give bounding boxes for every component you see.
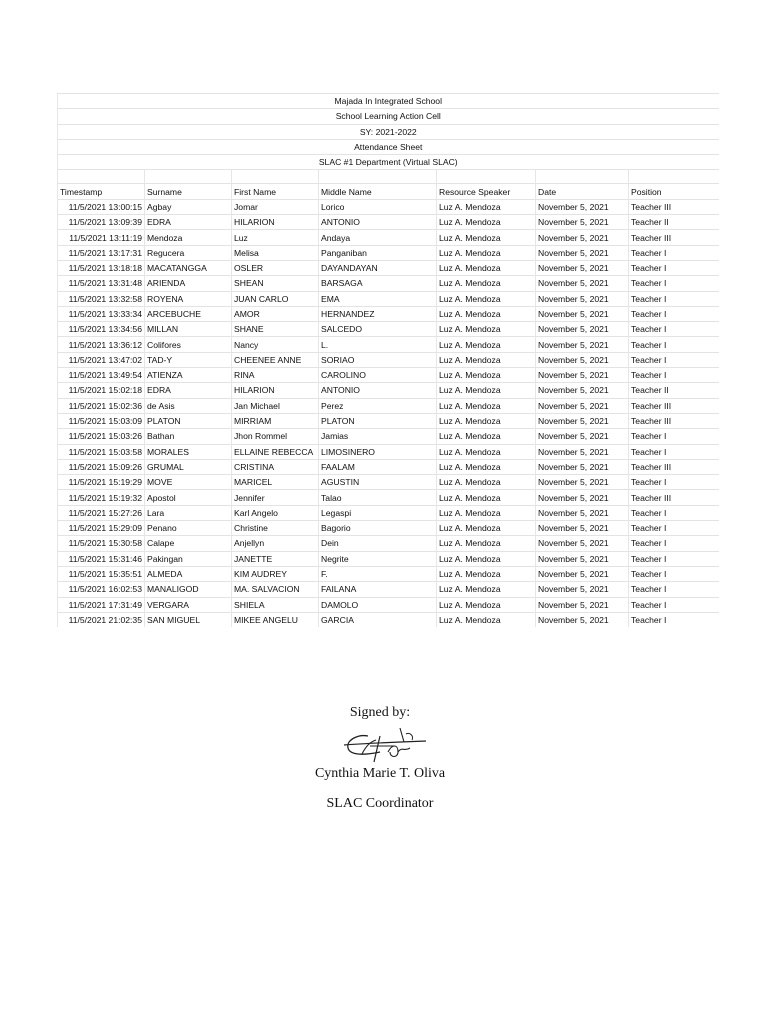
cell-resource-speaker: Luz A. Mendoza (437, 444, 536, 459)
cell-position: Teacher I (629, 337, 719, 352)
cell-position: Teacher I (629, 505, 719, 520)
col-middle-name: Middle Name (319, 184, 437, 199)
title-row (58, 109, 719, 124)
cell-timestamp: 11/5/2021 21:02:35 (58, 612, 145, 627)
cell-position: Teacher I (629, 368, 719, 383)
cell-timestamp: 11/5/2021 15:29:09 (58, 521, 145, 536)
cell-surname: Pakingan (145, 551, 232, 566)
table-row (58, 597, 719, 612)
table-row (58, 337, 719, 352)
cell-position: Teacher I (629, 521, 719, 536)
table-row (58, 612, 719, 627)
cell-position: Teacher I (629, 291, 719, 306)
cell-position: Teacher III (629, 459, 719, 474)
cell-resource-speaker: Luz A. Mendoza (437, 597, 536, 612)
cell-timestamp: 11/5/2021 15:02:18 (58, 383, 145, 398)
cell-timestamp: 11/5/2021 13:11:19 (58, 230, 145, 245)
cell-resource-speaker: Luz A. Mendoza (437, 383, 536, 398)
cell-position: Teacher III (629, 199, 719, 214)
cell-first-name: HILARION (232, 215, 319, 230)
cell-middle-name: F. (319, 566, 437, 581)
cell-resource-speaker: Luz A. Mendoza (437, 566, 536, 581)
table-row (58, 490, 719, 505)
table-row (58, 276, 719, 291)
cell-date: November 5, 2021 (536, 352, 629, 367)
cell-middle-name: DAMOLO (319, 597, 437, 612)
cell-timestamp: 11/5/2021 15:27:26 (58, 505, 145, 520)
cell-position: Teacher II (629, 215, 719, 230)
cell-middle-name: ANTONIO (319, 383, 437, 398)
cell-middle-name: LIMOSINERO (319, 444, 437, 459)
table-row (58, 566, 719, 581)
cell-date: November 5, 2021 (536, 612, 629, 627)
cell-resource-speaker: Luz A. Mendoza (437, 306, 536, 321)
cell-timestamp: 11/5/2021 15:35:51 (58, 566, 145, 581)
cell-resource-speaker: Luz A. Mendoza (437, 368, 536, 383)
cell-first-name: Jhon Rommel (232, 429, 319, 444)
col-surname: Surname (145, 184, 232, 199)
cell-surname: ARCEBUCHE (145, 306, 232, 321)
coordinator-name: Cynthia Marie T. Oliva (314, 766, 446, 781)
cell-position: Teacher I (629, 566, 719, 581)
cell-timestamp: 11/5/2021 13:09:39 (58, 215, 145, 230)
cell-date: November 5, 2021 (536, 490, 629, 505)
cell-first-name: Nancy (232, 337, 319, 352)
table-row (58, 413, 719, 428)
cell-first-name: Christine (232, 521, 319, 536)
cell-middle-name: Negrite (319, 551, 437, 566)
cell-first-name: MARICEL (232, 475, 319, 490)
cell-position: Teacher I (629, 245, 719, 260)
cell-surname: TAD-Y (145, 352, 232, 367)
cell-date: November 5, 2021 (536, 306, 629, 321)
cell-date: November 5, 2021 (536, 398, 629, 413)
table-row (58, 582, 719, 597)
table-row (58, 199, 719, 214)
school-name: Majada In Integrated School (58, 94, 719, 109)
cell-position: Teacher I (629, 352, 719, 367)
cell-timestamp: 11/5/2021 13:36:12 (58, 337, 145, 352)
cell-first-name: RINA (232, 368, 319, 383)
cell-first-name: SHANE (232, 322, 319, 337)
cell-date: November 5, 2021 (536, 566, 629, 581)
cell-date: November 5, 2021 (536, 429, 629, 444)
cell-name: School Learning Action Cell (58, 109, 719, 124)
cell-position: Teacher I (629, 276, 719, 291)
cell-date: November 5, 2021 (536, 260, 629, 275)
cell-surname: Calape (145, 536, 232, 551)
cell-first-name: MA. SALVACION (232, 582, 319, 597)
cell-resource-speaker: Luz A. Mendoza (437, 429, 536, 444)
cell-timestamp: 11/5/2021 13:31:48 (58, 276, 145, 291)
cell-surname: Lara (145, 505, 232, 520)
cell-timestamp: 11/5/2021 13:32:58 (58, 291, 145, 306)
cell-first-name: KIM AUDREY (232, 566, 319, 581)
cell-position: Teacher I (629, 536, 719, 551)
signature-image (340, 722, 428, 768)
cell-middle-name: SORIAO (319, 352, 437, 367)
title-row (58, 155, 719, 170)
cell-first-name: JANETTE (232, 551, 319, 566)
cell-first-name: Anjellyn (232, 536, 319, 551)
table-row (58, 291, 719, 306)
table-row (58, 444, 719, 459)
title-row (58, 124, 719, 139)
cell-timestamp: 11/5/2021 15:19:32 (58, 490, 145, 505)
cell-timestamp: 11/5/2021 13:33:34 (58, 306, 145, 321)
cell-surname: Regucera (145, 245, 232, 260)
cell-surname: GRUMAL (145, 459, 232, 474)
table-row (58, 521, 719, 536)
col-first-name: First Name (232, 184, 319, 199)
cell-date: November 5, 2021 (536, 383, 629, 398)
cell-surname: PLATON (145, 413, 232, 428)
cell-position: Teacher I (629, 612, 719, 627)
cell-timestamp: 11/5/2021 13:18:18 (58, 260, 145, 275)
cell-middle-name: Talao (319, 490, 437, 505)
cell-timestamp: 11/5/2021 15:03:26 (58, 429, 145, 444)
document-title: Attendance Sheet (58, 139, 719, 154)
cell-position: Teacher I (629, 551, 719, 566)
cell-surname: MORALES (145, 444, 232, 459)
cell-position: Teacher III (629, 413, 719, 428)
cell-resource-speaker: Luz A. Mendoza (437, 475, 536, 490)
cell-surname: EDRA (145, 383, 232, 398)
cell-resource-speaker: Luz A. Mendoza (437, 215, 536, 230)
table-row (58, 352, 719, 367)
cell-middle-name: FAILANA (319, 582, 437, 597)
cell-first-name: JUAN CARLO (232, 291, 319, 306)
cell-surname: Apostol (145, 490, 232, 505)
table-row (58, 230, 719, 245)
cell-resource-speaker: Luz A. Mendoza (437, 505, 536, 520)
col-date: Date (536, 184, 629, 199)
table-row (58, 398, 719, 413)
cell-middle-name: Dein (319, 536, 437, 551)
cell-date: November 5, 2021 (536, 199, 629, 214)
cell-surname: EDRA (145, 215, 232, 230)
cell-timestamp: 11/5/2021 15:31:46 (58, 551, 145, 566)
blank-row (58, 170, 719, 184)
cell-timestamp: 11/5/2021 13:17:31 (58, 245, 145, 260)
cell-resource-speaker: Luz A. Mendoza (437, 398, 536, 413)
cell-first-name: Melisa (232, 245, 319, 260)
cell-resource-speaker: Luz A. Mendoza (437, 551, 536, 566)
table-row (58, 306, 719, 321)
cell-date: November 5, 2021 (536, 245, 629, 260)
cell-timestamp: 11/5/2021 16:02:53 (58, 582, 145, 597)
cell-middle-name: ANTONIO (319, 215, 437, 230)
cell-first-name: OSLER (232, 260, 319, 275)
cell-resource-speaker: Luz A. Mendoza (437, 612, 536, 627)
cell-date: November 5, 2021 (536, 582, 629, 597)
cell-middle-name: FAALAM (319, 459, 437, 474)
cell-middle-name: PLATON (319, 413, 437, 428)
cell-resource-speaker: Luz A. Mendoza (437, 582, 536, 597)
cell-surname: ROYENA (145, 291, 232, 306)
cell-middle-name: AGUSTIN (319, 475, 437, 490)
cell-position: Teacher I (629, 306, 719, 321)
cell-resource-speaker: Luz A. Mendoza (437, 490, 536, 505)
cell-middle-name: HERNANDEZ (319, 306, 437, 321)
table-row (58, 245, 719, 260)
cell-first-name: HILARION (232, 383, 319, 398)
table-row (58, 536, 719, 551)
cell-resource-speaker: Luz A. Mendoza (437, 536, 536, 551)
cell-middle-name: Lorico (319, 199, 437, 214)
table-row (58, 505, 719, 520)
cell-position: Teacher I (629, 582, 719, 597)
cell-timestamp: 11/5/2021 15:03:58 (58, 444, 145, 459)
cell-date: November 5, 2021 (536, 521, 629, 536)
cell-surname: MANALIGOD (145, 582, 232, 597)
cell-middle-name: GARCIA (319, 612, 437, 627)
cell-middle-name: CAROLINO (319, 368, 437, 383)
cell-first-name: CHEENEE ANNE (232, 352, 319, 367)
cell-surname: ARIENDA (145, 276, 232, 291)
table-row (58, 260, 719, 275)
table-row (58, 551, 719, 566)
signed-by-label: Signed by: (349, 705, 411, 720)
cell-date: November 5, 2021 (536, 551, 629, 566)
cell-surname: Penano (145, 521, 232, 536)
cell-date: November 5, 2021 (536, 475, 629, 490)
cell-position: Teacher I (629, 475, 719, 490)
cell-resource-speaker: Luz A. Mendoza (437, 459, 536, 474)
cell-first-name: Karl Angelo (232, 505, 319, 520)
cell-date: November 5, 2021 (536, 215, 629, 230)
cell-middle-name: Andaya (319, 230, 437, 245)
cell-resource-speaker: Luz A. Mendoza (437, 245, 536, 260)
attendance-table (57, 93, 719, 627)
school-year: SY: 2021-2022 (58, 124, 719, 139)
cell-middle-name: DAYANDAYAN (319, 260, 437, 275)
col-resource-speaker: Resource Speaker (437, 184, 536, 199)
cell-surname: VERGARA (145, 597, 232, 612)
cell-surname: SAN MIGUEL (145, 612, 232, 627)
cell-position: Teacher I (629, 429, 719, 444)
cell-position: Teacher I (629, 597, 719, 612)
table-row (58, 459, 719, 474)
cell-timestamp: 11/5/2021 15:30:58 (58, 536, 145, 551)
cell-timestamp: 11/5/2021 15:02:36 (58, 398, 145, 413)
cell-middle-name: EMA (319, 291, 437, 306)
table-row (58, 429, 719, 444)
cell-first-name: AMOR (232, 306, 319, 321)
cell-resource-speaker: Luz A. Mendoza (437, 337, 536, 352)
cell-position: Teacher I (629, 260, 719, 275)
cell-middle-name: Panganiban (319, 245, 437, 260)
cell-middle-name: Legaspi (319, 505, 437, 520)
cell-date: November 5, 2021 (536, 230, 629, 245)
cell-date: November 5, 2021 (536, 276, 629, 291)
col-position: Position (629, 184, 719, 199)
cell-date: November 5, 2021 (536, 291, 629, 306)
cell-timestamp: 11/5/2021 15:03:09 (58, 413, 145, 428)
cell-position: Teacher I (629, 322, 719, 337)
cell-resource-speaker: Luz A. Mendoza (437, 521, 536, 536)
cell-resource-speaker: Luz A. Mendoza (437, 413, 536, 428)
cell-timestamp: 11/5/2021 13:47:02 (58, 352, 145, 367)
cell-middle-name: Bagorio (319, 521, 437, 536)
cell-first-name: ELLAINE REBECCA (232, 444, 319, 459)
cell-timestamp: 11/5/2021 17:31:49 (58, 597, 145, 612)
table-row (58, 322, 719, 337)
cell-timestamp: 11/5/2021 13:49:54 (58, 368, 145, 383)
cell-surname: Colifores (145, 337, 232, 352)
title-row (58, 139, 719, 154)
cell-timestamp: 11/5/2021 13:34:56 (58, 322, 145, 337)
cell-first-name: Jan Michael (232, 398, 319, 413)
title-row (58, 94, 719, 109)
cell-timestamp: 11/5/2021 15:19:29 (58, 475, 145, 490)
cell-position: Teacher II (629, 383, 719, 398)
cell-surname: Agbay (145, 199, 232, 214)
cell-middle-name: BARSAGA (319, 276, 437, 291)
cell-resource-speaker: Luz A. Mendoza (437, 291, 536, 306)
cell-date: November 5, 2021 (536, 413, 629, 428)
cell-middle-name: Perez (319, 398, 437, 413)
cell-surname: MOVE (145, 475, 232, 490)
cell-position: Teacher III (629, 490, 719, 505)
cell-middle-name: L. (319, 337, 437, 352)
cell-surname: de Asis (145, 398, 232, 413)
cell-position: Teacher I (629, 444, 719, 459)
cell-first-name: MIKEE ANGELU (232, 612, 319, 627)
cell-surname: ALMEDA (145, 566, 232, 581)
cell-surname: ATIENZA (145, 368, 232, 383)
table-row (58, 368, 719, 383)
cell-first-name: MIRRIAM (232, 413, 319, 428)
cell-date: November 5, 2021 (536, 597, 629, 612)
cell-first-name: SHIELA (232, 597, 319, 612)
cell-date: November 5, 2021 (536, 505, 629, 520)
cell-resource-speaker: Luz A. Mendoza (437, 199, 536, 214)
cell-resource-speaker: Luz A. Mendoza (437, 276, 536, 291)
cell-date: November 5, 2021 (536, 459, 629, 474)
cell-date: November 5, 2021 (536, 536, 629, 551)
cell-resource-speaker: Luz A. Mendoza (437, 260, 536, 275)
table-row (58, 475, 719, 490)
cell-middle-name: SALCEDO (319, 322, 437, 337)
cell-middle-name: Jamias (319, 429, 437, 444)
col-timestamp: Timestamp (58, 184, 145, 199)
cell-date: November 5, 2021 (536, 322, 629, 337)
cell-first-name: Luz (232, 230, 319, 245)
table-row (58, 383, 719, 398)
cell-date: November 5, 2021 (536, 444, 629, 459)
cell-surname: Bathan (145, 429, 232, 444)
cell-surname: Mendoza (145, 230, 232, 245)
cell-resource-speaker: Luz A. Mendoza (437, 322, 536, 337)
coordinator-role: SLAC Coordinator (326, 796, 434, 811)
cell-surname: MACATANGGA (145, 260, 232, 275)
cell-resource-speaker: Luz A. Mendoza (437, 352, 536, 367)
cell-date: November 5, 2021 (536, 337, 629, 352)
cell-first-name: SHEAN (232, 276, 319, 291)
cell-first-name: CRISTINA (232, 459, 319, 474)
cell-timestamp: 11/5/2021 15:09:26 (58, 459, 145, 474)
cell-position: Teacher III (629, 398, 719, 413)
table-row (58, 215, 719, 230)
department: SLAC #1 Department (Virtual SLAC) (58, 155, 719, 170)
cell-timestamp: 11/5/2021 13:00:15 (58, 199, 145, 214)
cell-surname: MILLAN (145, 322, 232, 337)
cell-position: Teacher III (629, 230, 719, 245)
column-header-row (58, 184, 719, 199)
cell-first-name: Jennifer (232, 490, 319, 505)
cell-date: November 5, 2021 (536, 368, 629, 383)
cell-resource-speaker: Luz A. Mendoza (437, 230, 536, 245)
cell-first-name: Jomar (232, 199, 319, 214)
